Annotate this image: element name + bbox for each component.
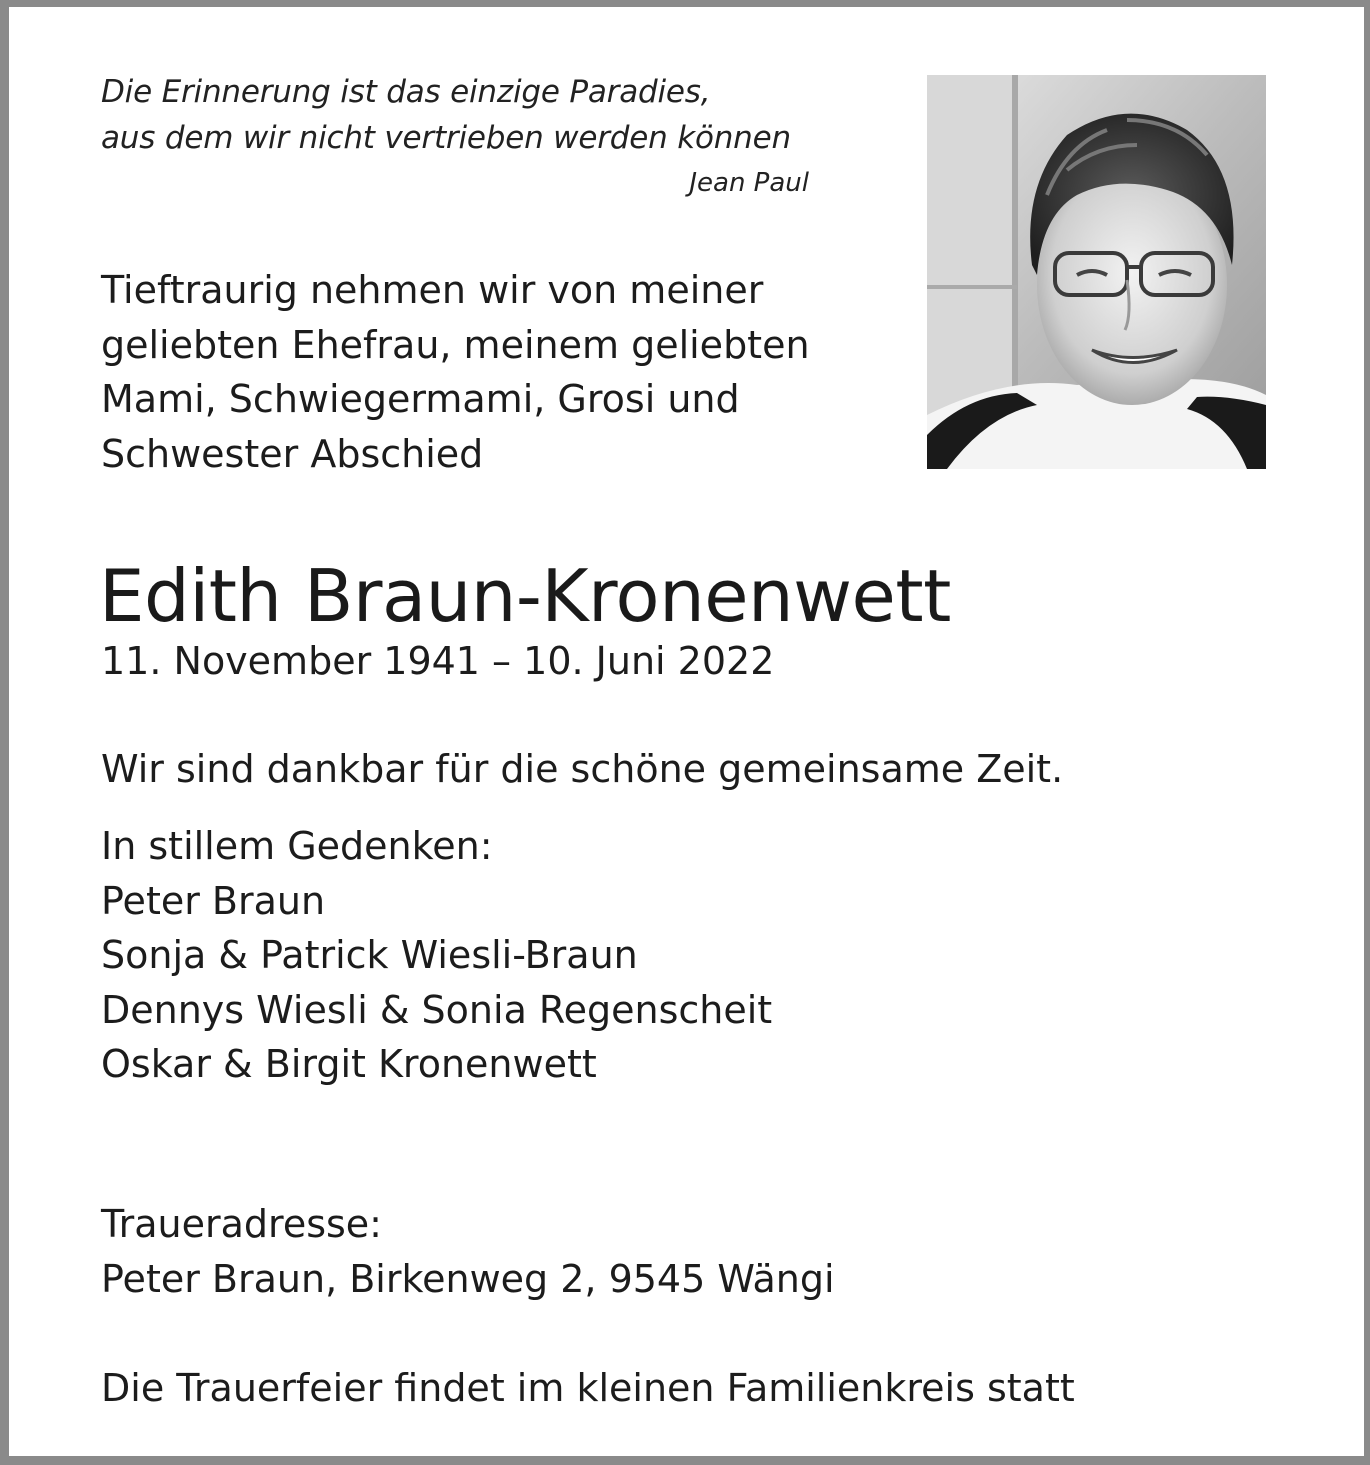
portrait-photo [927,75,1266,469]
intro-line: Tieftraurig nehmen wir von meiner [101,268,764,312]
intro-line: Schwester Abschied [101,431,484,476]
intro-line: geliebten Ehefrau, meinem geliebten [101,322,810,367]
address-heading: Traueradresse: [101,1202,382,1246]
address-line: Peter Braun, Birkenweg 2, 9545 Wängi [101,1256,835,1301]
mourning-address [101,1197,835,1306]
intro-line: Mami, Schwiegermami, Grosi und [101,377,740,421]
quote-author: Jean Paul [689,168,809,198]
portrait-photo-image [927,75,1266,469]
mourner-name: Peter Braun [101,878,326,923]
life-dates: 11. November 1941 – 10. Juni 2022 [101,639,775,683]
memorial-quote [101,69,791,161]
intro-text [101,263,810,481]
mourner-name: Dennys Wiesli & Sonia Regenscheit [101,987,773,1032]
mourner-name: Sonja & Patrick Wiesli-Braun [101,933,638,977]
thanks-text: Wir sind dankbar für die schöne gemeinsame Zeit. [101,747,1064,791]
deceased-name: Edith Braun-Kronenwett [99,554,951,638]
mourner-name: Oskar & Birgit Kronenwett [101,1042,597,1086]
mourners-list [101,819,772,1092]
ceremony-note: Die Trauerfeier findet im kleinen Familienkreis statt [101,1366,1075,1410]
quote-line: Die Erinnerung ist das einzige Paradies, [101,74,711,110]
quote-line: aus dem wir nicht vertrieben werden können [101,120,791,156]
mourners-heading: In stillem Gedenken: [101,824,493,868]
